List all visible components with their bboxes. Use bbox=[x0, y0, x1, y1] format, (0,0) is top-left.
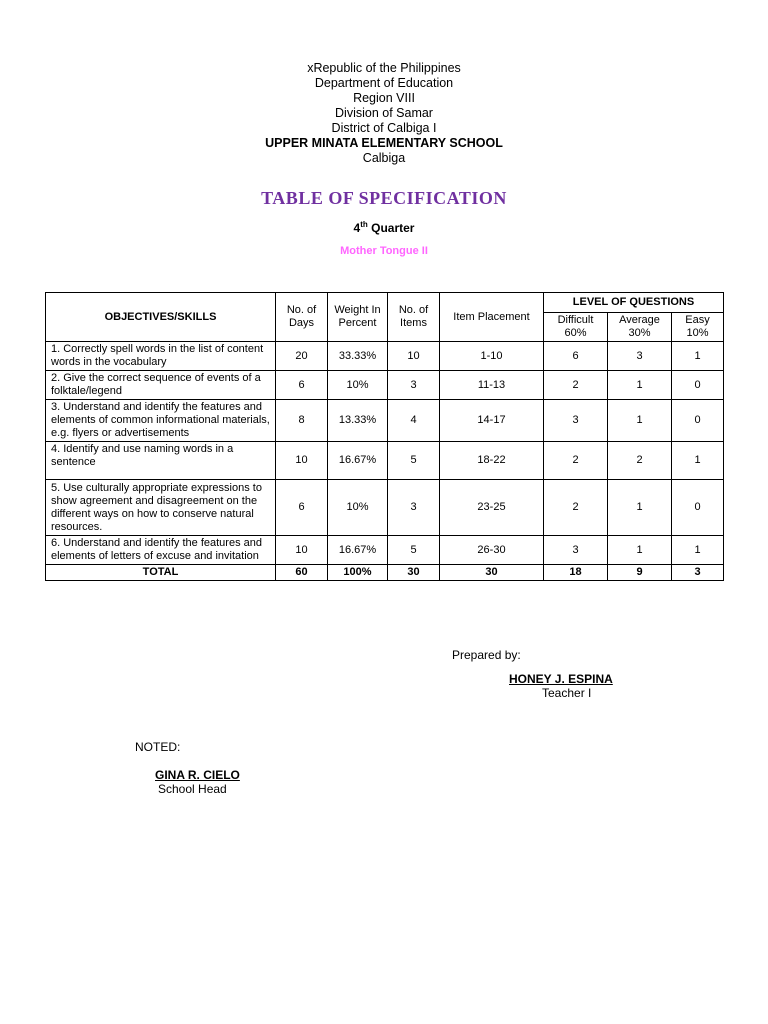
objective-cell: 5. Use culturally appropriate expressions to show agreement and disagreement on the different ways on how to conserve natural resources. bbox=[46, 480, 276, 536]
preparer-name: HONEY J. ESPINA bbox=[509, 672, 613, 686]
header-town: Calbiga bbox=[362, 151, 406, 165]
items-cell: 3 bbox=[388, 480, 440, 536]
table-row bbox=[46, 400, 724, 442]
items-cell: 3 bbox=[388, 371, 440, 400]
weight-cell: 16.67% bbox=[328, 442, 388, 480]
easy-cell: 1 bbox=[672, 536, 724, 565]
header-days: No. of Days bbox=[276, 293, 328, 342]
page-title: TABLE OF SPECIFICATION bbox=[261, 188, 507, 208]
header-republic: xRepublic of the Philippines bbox=[307, 61, 461, 75]
preparer-position: Teacher I bbox=[542, 686, 592, 700]
quarter-text: Quarter bbox=[371, 221, 415, 235]
total-items: 30 bbox=[388, 565, 440, 581]
items-cell: 5 bbox=[388, 442, 440, 480]
objective-cell: 4. Identify and use naming words in a sentence bbox=[46, 442, 276, 480]
header-placement: Item Placement bbox=[440, 293, 544, 342]
noted-label: NOTED: bbox=[135, 740, 181, 754]
difficult-cell: 2 bbox=[544, 442, 608, 480]
difficult-cell: 2 bbox=[544, 371, 608, 400]
specification-table bbox=[45, 292, 724, 581]
days-cell: 20 bbox=[276, 342, 328, 371]
easy-cell: 0 bbox=[672, 371, 724, 400]
prepared-by-label: Prepared by: bbox=[452, 648, 521, 662]
days-cell: 8 bbox=[276, 400, 328, 442]
difficult-cell: 2 bbox=[544, 480, 608, 536]
placement-cell: 1-10 bbox=[440, 342, 544, 371]
weight-cell: 10% bbox=[328, 480, 388, 536]
total-easy: 3 bbox=[672, 565, 724, 581]
header-district: District of Calbiga I bbox=[331, 121, 437, 135]
average-cell: 1 bbox=[608, 400, 672, 442]
days-cell: 10 bbox=[276, 536, 328, 565]
table-row bbox=[46, 480, 724, 536]
quarter-label bbox=[0, 220, 768, 235]
quarter-suffix: th bbox=[360, 220, 368, 229]
table-row bbox=[46, 371, 724, 400]
total-days: 60 bbox=[276, 565, 328, 581]
average-cell: 1 bbox=[608, 371, 672, 400]
placement-cell: 23-25 bbox=[440, 480, 544, 536]
days-cell: 10 bbox=[276, 442, 328, 480]
difficult-cell: 3 bbox=[544, 536, 608, 565]
header-region: Region VIII bbox=[353, 91, 415, 105]
days-cell: 6 bbox=[276, 371, 328, 400]
weight-cell: 13.33% bbox=[328, 400, 388, 442]
table-row bbox=[46, 442, 724, 480]
easy-cell: 1 bbox=[672, 342, 724, 371]
weight-cell: 10% bbox=[328, 371, 388, 400]
placement-cell: 11-13 bbox=[440, 371, 544, 400]
objective-cell: 3. Understand and identify the features and elements of common informational materials, e.g. flyers or advertisements bbox=[46, 400, 276, 442]
easy-cell: 1 bbox=[672, 442, 724, 480]
placement-cell: 18-22 bbox=[440, 442, 544, 480]
total-row bbox=[46, 565, 724, 581]
difficult-cell: 3 bbox=[544, 400, 608, 442]
table-row bbox=[46, 536, 724, 565]
average-cell: 1 bbox=[608, 536, 672, 565]
header-easy: Easy 10% bbox=[672, 313, 724, 342]
placement-cell: 14-17 bbox=[440, 400, 544, 442]
total-label: TOTAL bbox=[46, 565, 276, 581]
table-row bbox=[46, 342, 724, 371]
header-average: Average 30% bbox=[608, 313, 672, 342]
header-items: No. of Items bbox=[388, 293, 440, 342]
items-cell: 5 bbox=[388, 536, 440, 565]
header-weight: Weight In Percent bbox=[328, 293, 388, 342]
noter-position: School Head bbox=[158, 782, 227, 796]
objective-cell: 6. Understand and identify the features and elements of letters of excuse and invitation bbox=[46, 536, 276, 565]
header-level: LEVEL OF QUESTIONS bbox=[544, 293, 724, 313]
weight-cell: 33.33% bbox=[328, 342, 388, 371]
total-average: 9 bbox=[608, 565, 672, 581]
header-department: Department of Education bbox=[314, 76, 454, 90]
header-objectives: OBJECTIVES/SKILLS bbox=[46, 293, 276, 342]
header-division: Division of Samar bbox=[335, 106, 433, 120]
total-weight: 100% bbox=[328, 565, 388, 581]
total-difficult: 18 bbox=[544, 565, 608, 581]
items-cell: 4 bbox=[388, 400, 440, 442]
easy-cell: 0 bbox=[672, 400, 724, 442]
days-cell: 6 bbox=[276, 480, 328, 536]
average-cell: 2 bbox=[608, 442, 672, 480]
objective-cell: 1. Correctly spell words in the list of content words in the vocabulary bbox=[46, 342, 276, 371]
header-school: UPPER MINATA ELEMENTARY SCHOOL bbox=[265, 136, 503, 150]
weight-cell: 16.67% bbox=[328, 536, 388, 565]
difficult-cell: 6 bbox=[544, 342, 608, 371]
average-cell: 3 bbox=[608, 342, 672, 371]
noter-name: GINA R. CIELO bbox=[155, 768, 240, 782]
items-cell: 10 bbox=[388, 342, 440, 371]
easy-cell: 0 bbox=[672, 480, 724, 536]
average-cell: 1 bbox=[608, 480, 672, 536]
letterhead bbox=[0, 61, 768, 166]
quarter-number: 4 bbox=[353, 221, 361, 235]
subject-label: Mother Tongue II bbox=[340, 245, 428, 257]
objective-cell: 2. Give the correct sequence of events of a folktale/legend bbox=[46, 371, 276, 400]
total-placement: 30 bbox=[440, 565, 544, 581]
header-difficult: Difficult 60% bbox=[544, 313, 608, 342]
placement-cell: 26-30 bbox=[440, 536, 544, 565]
